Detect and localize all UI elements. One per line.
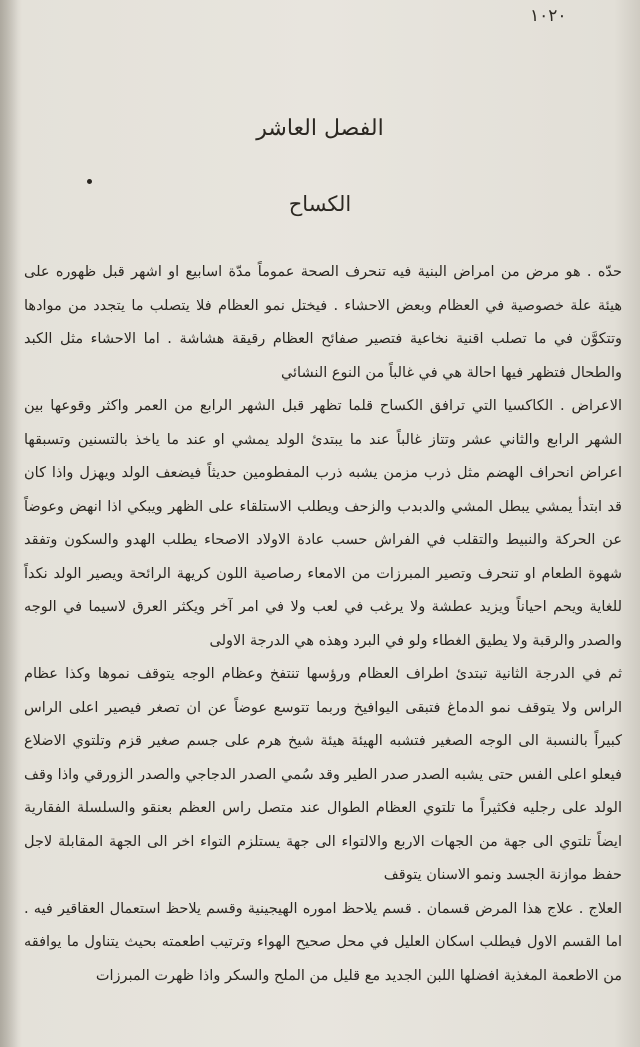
paragraph-second-stage: ثم في الدرجة الثانية تبتدئ اطراف العظام ورؤسها تنتفخ وعظام الوجه يتوقف نموها وكذا عظام الراس ولا يتوقف نمو الدماغ فتبقى اليوافيخ وربما تتوسع عوضاً عن ان تصغر فيصير اعلى الراس كبيراً بالنسبة الى الوجه الصغير فتشبه الهيئة هيئة شيخ هرم على جسم صغير قزم وتلتوي الاضلاع فيعلو اعلى الفس حتى يشبه الصدر صدر الطير وقد سُمي الصدر الدجاجي والصدر الزورقي واذا وقف الولد على رجليه فكثيراً ما تلتوي العظام الطوال عند متصل راس العظم بعنقو والسلسلة الفقارية ايضاً تلتوي الى جهة من الجهات الاربع والالتواء الى جهة يستلزم التواء اخر الى الجهة المقابلة لاجل حفظ موازنة الجسد ونمو الاسنان يتوقف <box>24 666 622 883</box>
paragraph-treatment: العلاج . علاج هذا المرض قسمان . قسم يلاحظ اموره الهيجينية وقسم يلاحظ استعمال العقاقير فيه . اما القسم الاول فيطلب اسكان العليل في محل صحيح الهواء وترتيب اطعمته بحيث يتناول ما يوافقه من الاطعمة المغذية افضلها اللبن الجديد مع قليل من الملح والسكر واذا ظهرت المبرزات <box>24 900 622 984</box>
chapter-heading: الفصل العاشر <box>256 116 384 141</box>
spine-shadow <box>0 0 22 1047</box>
paragraph-definition: حدّه . هو مرض من امراض البنية فيه تنحرف الصحة عموماً مدّة اسابيع او اشهر قبل ظهوره على هيئة علة خصوصية في العظام وبعض الاحشاء . فيختل نمو العظام فلا يتصلب ما يتجدد من موادها وتتكوَّن في ما تصلب اقنية نخاعية فتصير صفائح العظام رقيقة هشاشة . اما الاحشاء مثل الكبد والطحال فتظهر فيها احالة هي في غالباً من النوع النشائي <box>24 264 622 381</box>
section-title: الكساح <box>288 192 352 216</box>
page-number: ١٠٢٠ <box>530 6 567 26</box>
paragraph-symptoms: الاعراض . الكاكسيا التي ترافق الكساح قلما تظهر قبل الشهر الرابع من العمر واكثر وقوعها بين الشهر الرابع والثاني عشر وتتاز غالباً عند ما يبتدئ الولد يمشي او عند ما ياخذ بالتسنين وتسبقها اعراض انحراف الهضم مثل ذرب مزمن يشبه ذرب المفطومين حديثاً فيضعف الولد ويهزل واذا كان قد ابتدأ يمشي يبطل المشي والدبدب والزحف ويطلب الاستلقاء على الظهر ويبكي اذا انهض وعوضاً عن الحركة والنبيط والتقلب في الفراش حسب عادة الاولاد الاصحاء يطلب الهدو والسكون وتفقد شهوة الطعام او تنحرف وتصير المبرزات من الامعاء رصاصية اللون كريهة الرائحة ويصير الولد نكداً للغاية ويحم احياناً ويزيد عطشة ولا يرغب في لعب ولا في امر آخر ويكثر العرق لاسيما في الوجه والصدر والرقبة ولا يطيق الغطاء ولو في البرد وهذه هي الدرجة الاولى <box>24 398 622 649</box>
body-text <box>24 256 622 993</box>
ink-dot-mark <box>87 179 92 184</box>
